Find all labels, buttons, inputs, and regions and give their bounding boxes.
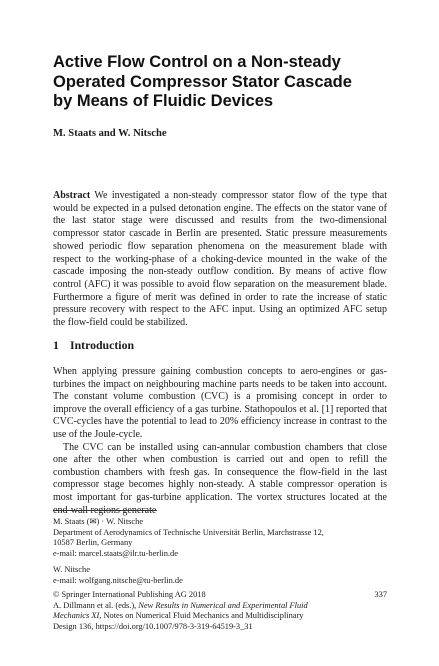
introduction-body xyxy=(53,366,387,517)
citation-line xyxy=(53,601,387,612)
citation-line xyxy=(53,611,387,622)
section-number: 1 xyxy=(53,338,59,352)
section-heading xyxy=(53,338,134,353)
author-list: M. Staats and W. Nitsche xyxy=(53,128,167,139)
title-line: Operated Compressor Stator Cascade xyxy=(53,72,352,91)
doi-line[interactable]: Design 136, https://doi.org/10.1007/978-3-319-64519-3_31 xyxy=(53,621,253,631)
affiliation-department: Department of Aerodynamics of Technische Universität Berlin, Marchstrasse 12, xyxy=(53,527,324,537)
series-name: , Notes on Numerical Fluid Mechanics and Multidisciplinary xyxy=(99,611,304,621)
editors: A. Dillmann et al. (eds.), xyxy=(53,600,137,610)
affiliation-names: M. Staats (✉) · W. Nitsche xyxy=(53,517,144,526)
paper-title xyxy=(53,53,398,112)
section-title: Introduction xyxy=(70,338,135,352)
abstract xyxy=(53,190,387,330)
book-title: Mechanics XI xyxy=(53,611,100,621)
page-number: 337 xyxy=(374,590,387,599)
title-line: Active Flow Control on a Non-steady xyxy=(53,53,341,71)
affiliation-name: W. Nitsche xyxy=(53,565,90,575)
abstract-keyword: Abstract xyxy=(53,190,91,201)
title-line: by Means of Fluidic Devices xyxy=(53,92,274,110)
affiliation-city: 10587 Berlin, Germany xyxy=(53,538,133,548)
abstract-text: We investigated a non-steady compressor stator flow of the type that would be expected in a pulsed detonation engine. The effects on the stator vane of the last stator stage were discussed and results from the two-dimensional compressor stator cascade in Berlin are presented. Static pressure measurements showed periodic flow separation phenomena on the measurement blade with respect to the working-phase of a choking-device mounted in the wake of the cascade imposing the non-steady outflow condition. By means of active flow control (AFC) it was possible to avoid flow separation on the measurement blade. Furthermore a figure of merit was defined in order to rate the increase of static pressure recovery with respect to the AFC input. Using an optimized AFC setup the flow-field could be stabilized. xyxy=(53,190,387,329)
body-paragraph: When applying pressure gaining combustion concepts to aero-engines or gas-turbines the impact on neighbouring machine parts needs to be taken into account. The constant volume combustion (CVC) is a promising concept in order to improve the overall efficiency of a gas turbine. Stathopoulos et al. [1] reported that CVC-cycles have the potential to lead to 20% efficiency increase in contrast to the use of the Joule-cycle. xyxy=(53,366,387,440)
affiliation-email[interactable]: e-mail: marcel.staats@ilr.tu-berlin.de xyxy=(53,548,178,558)
footnote-rule xyxy=(53,510,157,511)
affiliation-email[interactable]: e-mail: wolfgang.nitsche@tu-berlin.de xyxy=(53,575,183,585)
copyright-line: © Springer International Publishing AG 2018 xyxy=(53,590,206,599)
publication-info xyxy=(53,590,387,632)
body-paragraph: The CVC can be installed using can-annular combustion chambers that close one after the other when combustion is carried out and open to refill the combustion chambers with fresh gas. In consequence the flow-field in the last compressor stage becomes highly non-steady. A stable compressor operation is most important for gas-turbine application. The vortex structures located at the end-wall regions generate xyxy=(53,441,387,516)
affiliations xyxy=(53,517,387,587)
book-title: New Results in Numerical and Experimental Fluid xyxy=(138,600,308,610)
